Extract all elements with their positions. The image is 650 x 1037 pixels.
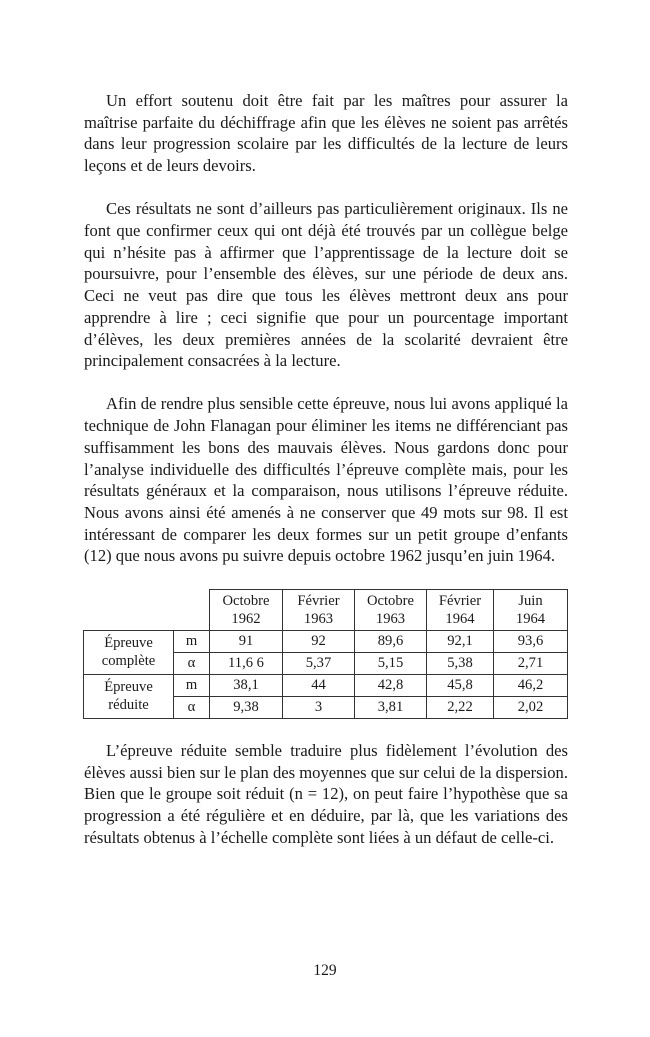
table-header-row <box>84 589 568 630</box>
table-cell: 42,8 <box>355 674 427 696</box>
column-month: Juin <box>518 592 543 609</box>
table-cell: 91 <box>210 630 283 652</box>
table-cell: 92,1 <box>427 630 494 652</box>
stat-label: m <box>174 630 210 652</box>
table-row <box>84 630 568 652</box>
stat-label: m <box>174 674 210 696</box>
table-cell: 2,02 <box>494 696 568 718</box>
results-table <box>83 589 568 719</box>
column-month: Octobre <box>222 592 270 609</box>
table-cell: 93,6 <box>494 630 568 652</box>
column-year: 1964 <box>515 610 546 627</box>
column-header <box>210 589 283 630</box>
table-cell: 5,15 <box>355 652 427 674</box>
paragraph-4: L’épreuve réduite semble traduire plus fidèlement l’évolution des élèves aussi bien sur le plan des moyennes que sur celui de la dispersion. Bien que le groupe soit réduit (n = 12), on peut faire l’hypothèse que sa progression a été régulière et en déduire, par là, que les variations des résultats obtenus à l’échelle complète sont liées à un défaut de celle-ci. <box>84 741 568 847</box>
column-year: 1962 <box>231 610 261 627</box>
group-label-line: Épreuve <box>104 679 153 696</box>
stat-label: α <box>174 652 210 674</box>
group-label-line: Épreuve <box>104 635 153 652</box>
column-month: Février <box>297 592 340 609</box>
results-table-wrapper <box>84 589 568 719</box>
paragraph-1: Un effort soutenu doit être fait par les maîtres pour assurer la maîtrise parfaite du déchiffrage afin que les élèves ne soient pas arrêtés dans leur progression scolaire par les difficultés de la lecture de leurs leçons et de leurs devoirs. <box>84 91 568 176</box>
column-month: Octobre <box>366 592 414 609</box>
table-cell: 11,6 6 <box>210 652 283 674</box>
table-cell: 45,8 <box>427 674 494 696</box>
page-number: 129 <box>313 962 337 979</box>
column-header <box>355 589 427 630</box>
column-header <box>283 589 355 630</box>
table-cell: 5,37 <box>283 652 355 674</box>
table-cell: 2,22 <box>427 696 494 718</box>
table-row <box>84 674 568 696</box>
group-label <box>84 674 174 718</box>
table-corner <box>84 589 210 630</box>
group-label-line: réduite <box>108 697 149 714</box>
table-cell: 3 <box>283 696 355 718</box>
table-cell: 9,38 <box>210 696 283 718</box>
column-year: 1964 <box>445 610 475 627</box>
table-cell: 92 <box>283 630 355 652</box>
table-cell: 2,71 <box>494 652 568 674</box>
paragraph-2: Ces résultats ne sont d’ailleurs pas particulièrement originaux. Ils ne font que confirmer ceux qui ont déjà été trouvés par un collègue belge qui n’hésite pas à affirmer que l’apprentissage de la lecture doit se poursuivre, pour l’ensemble des élèves, sur une période de deux ans. Ceci ne veut pas dire que tous les élèves mettront deux ans pour apprendre à lire ; ceci signifie que pour un pourcentage important d’élèves, les deux premières années de la scolarité devraient être principalement consacrées à la lecture. <box>84 199 568 371</box>
group-label-line: complète <box>101 653 156 670</box>
column-year: 1963 <box>375 610 406 627</box>
stat-label: α <box>174 696 210 718</box>
column-month: Février <box>438 592 482 609</box>
table-cell: 3,81 <box>355 696 427 718</box>
column-header <box>427 589 494 630</box>
column-header <box>494 589 568 630</box>
group-label <box>84 630 174 674</box>
column-year: 1963 <box>303 610 334 627</box>
table-cell: 38,1 <box>210 674 283 696</box>
paragraph-3: Afin de rendre plus sensible cette épreuve, nous lui avons appliqué la technique de John Flanagan pour éliminer les items ne différenciant pas suffisamment les bons des mauvais élèves. Nous gardons donc pour l’analyse individuelle des difficultés l’épreuve complète mais, pour les résultats généraux et la comparaison, nous utilisons l’épreuve réduite. Nous avons ainsi été amenés à ne conserver que 49 mots sur 98. Il est intéressant de comparer les deux formes sur un petit groupe d’enfants (12) que nous avons pu suivre depuis octobre 1962 jusqu’en juin 1964. <box>84 394 568 566</box>
table-cell: 44 <box>283 674 355 696</box>
table-cell: 46,2 <box>494 674 568 696</box>
page-body <box>84 90 568 849</box>
table-cell: 5,38 <box>427 652 494 674</box>
table-cell: 89,6 <box>355 630 427 652</box>
